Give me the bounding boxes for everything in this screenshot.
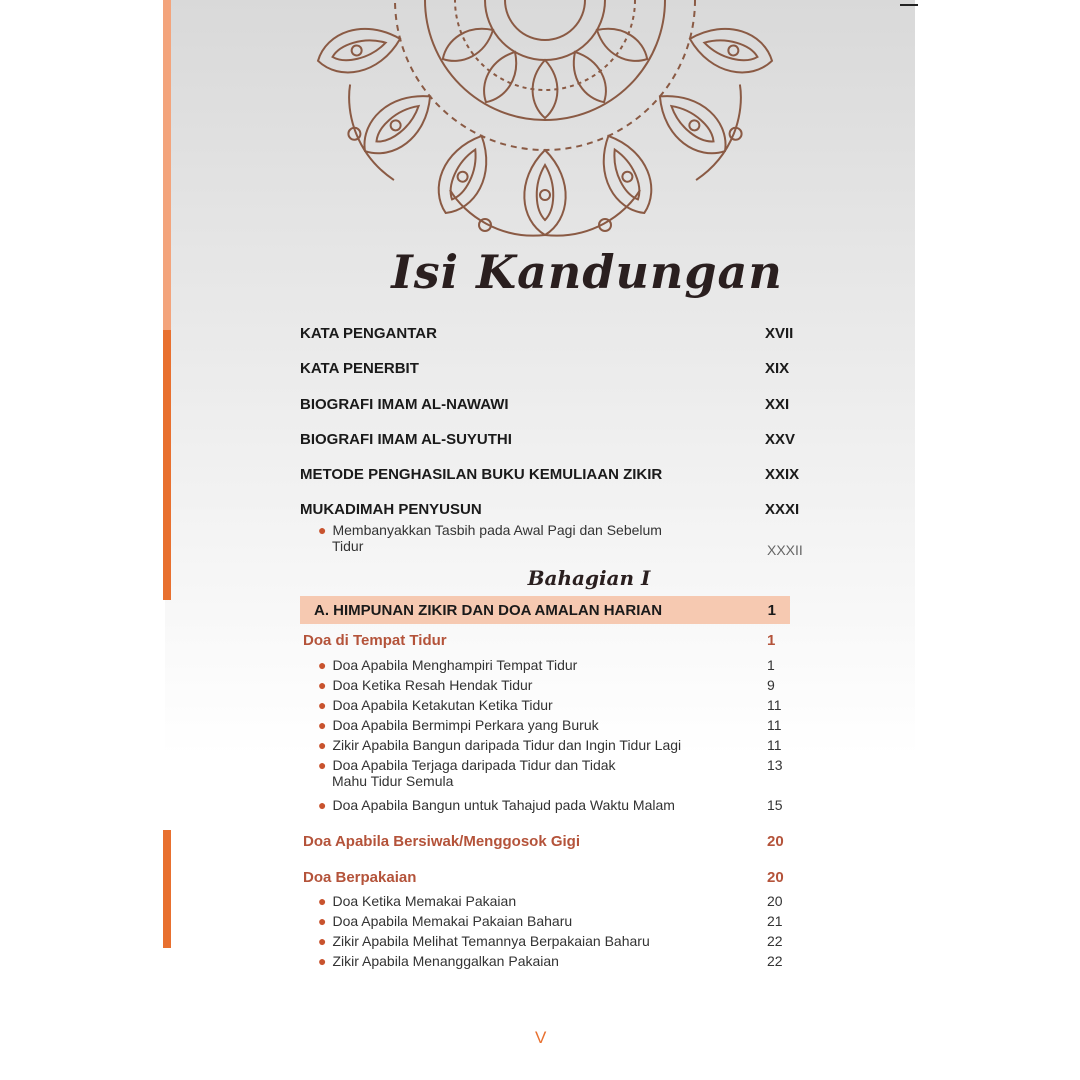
toc-subentry-label: Membanyakkan Tasbih pada Awal Pagi dan Sebelum: [332, 522, 662, 538]
toc-entry-page: XXXI: [765, 501, 800, 518]
toc-subentry-label: Doa Ketika Resah Hendak Tidur: [332, 677, 533, 693]
toc-entry[interactable]: [300, 466, 820, 483]
toc-subentry-label: Doa Apabila Bangun untuk Tahajud pada Waktu Malam: [332, 797, 675, 813]
bullet-icon: ●: [318, 757, 327, 773]
toc-subentry-label: Doa Apabila Bermimpi Perkara yang Buruk: [332, 717, 599, 733]
page-title: Isi Kandungan: [391, 245, 783, 299]
toc-entry-page: XXV: [765, 431, 796, 448]
toc-entry-label: MUKADIMAH PENYUSUN: [300, 501, 482, 518]
toc-entry-page: XVII: [765, 325, 794, 342]
toc-subentry-page: 11: [767, 717, 782, 733]
toc-subentry-label: Zikir Apabila Bangun daripada Tidur dan Ingin Tidur Lagi: [332, 737, 682, 753]
accent-bar-bottom: [163, 830, 171, 948]
mandala-ornament: [245, 0, 845, 250]
toc-subentry-page: 21: [767, 913, 783, 929]
toc-subentry-page: 15: [767, 797, 783, 813]
toc-entry-label: BIOGRAFI IMAM AL-NAWAWI: [300, 396, 509, 413]
toc-entry[interactable]: [300, 325, 820, 342]
bullet-icon: ●: [318, 737, 327, 753]
toc-subentry-page: 20: [767, 893, 783, 909]
toc-subentry-label: Zikir Apabila Menanggalkan Pakaian: [332, 953, 559, 969]
toc-subentry[interactable]: [318, 893, 516, 909]
section-header[interactable]: [300, 596, 790, 624]
toc-subentry-label: Doa Ketika Memakai Pakaian: [332, 893, 517, 909]
edge-mark: [900, 4, 918, 6]
toc-entry-label: KATA PENGANTAR: [300, 325, 437, 342]
toc-subentry[interactable]: [318, 737, 681, 753]
bullet-icon: ●: [318, 913, 327, 929]
category-page: 1: [767, 632, 776, 649]
toc-subentry[interactable]: [318, 933, 650, 949]
toc-subentry-label: Zikir Apabila Melihat Temannya Berpakaian Baharu: [332, 933, 650, 949]
toc-entry[interactable]: [300, 431, 820, 448]
toc-entry-label: KATA PENERBIT: [300, 360, 419, 377]
toc-entry[interactable]: [300, 360, 820, 377]
page-margin: [915, 0, 1080, 1080]
section-page: 1: [767, 601, 776, 619]
bullet-icon: ●: [318, 893, 327, 909]
toc-subentry[interactable]: [318, 913, 572, 929]
bullet-icon: ●: [318, 522, 327, 538]
toc-entry-page: XXIX: [765, 466, 800, 483]
toc-subentry-label: Doa Apabila Ketakutan Ketika Tidur: [332, 697, 553, 713]
section-label: A. HIMPUNAN ZIKIR DAN DOA AMALAN HARIAN: [314, 601, 663, 619]
toc-subentry-label-cont: Mahu Tidur Semula: [332, 773, 454, 789]
toc-subentry-label: Doa Apabila Terjaga daripada Tidur dan Tidak: [332, 757, 616, 773]
toc-entry-page: XIX: [765, 360, 790, 377]
bullet-icon: ●: [318, 933, 327, 949]
toc-subentry[interactable]: [318, 522, 768, 554]
toc-entry[interactable]: [300, 396, 820, 413]
bullet-icon: ●: [318, 697, 327, 713]
toc-subentry[interactable]: [318, 797, 675, 813]
toc-entry-page: XXI: [765, 396, 790, 413]
bullet-icon: ●: [318, 717, 327, 733]
toc-subentry[interactable]: [318, 657, 577, 673]
toc-subentry-page: 11: [767, 697, 782, 713]
toc-subentry-page: 22: [767, 953, 783, 969]
bullet-icon: ●: [318, 953, 327, 969]
category-heading[interactable]: Doa Berpakaian: [303, 869, 417, 886]
toc-subentry[interactable]: [318, 757, 616, 789]
toc-subentry-page: 22: [767, 933, 783, 949]
toc-entry-label: BIOGRAFI IMAM AL-SUYUTHI: [300, 431, 512, 448]
category-heading[interactable]: Doa di Tempat Tidur: [303, 632, 447, 649]
bullet-icon: ●: [318, 677, 327, 693]
toc-subentry-page: 9: [767, 677, 775, 693]
toc-subentry-page: 13: [767, 757, 783, 773]
toc-subentry[interactable]: [318, 953, 559, 969]
category-heading[interactable]: Doa Apabila Bersiwak/Menggosok Gigi: [303, 833, 581, 850]
category-page: 20: [767, 869, 784, 886]
category-page: 20: [767, 833, 784, 850]
toc-subentry-page: XXXII: [767, 542, 803, 558]
bullet-icon: ●: [318, 797, 327, 813]
toc-subentry[interactable]: [318, 717, 599, 733]
toc-subentry-label: Doa Apabila Memakai Pakaian Baharu: [332, 913, 573, 929]
toc-entry-label: METODE PENGHASILAN BUKU KEMULIAAN ZIKIR: [300, 466, 663, 483]
toc-subentry-label: Doa Apabila Menghampiri Tempat Tidur: [332, 657, 578, 673]
toc-subentry[interactable]: [318, 677, 532, 693]
toc-subentry-page: 1: [767, 657, 775, 673]
toc-subentry[interactable]: [318, 697, 553, 713]
toc-entry[interactable]: [300, 501, 820, 518]
toc-subentry-page: 11: [767, 737, 782, 753]
part-heading: Bahagian I: [527, 566, 651, 590]
page-number: V: [535, 1028, 547, 1047]
toc-subentry-label-cont: Tidur: [332, 538, 364, 554]
bullet-icon: ●: [318, 657, 327, 673]
